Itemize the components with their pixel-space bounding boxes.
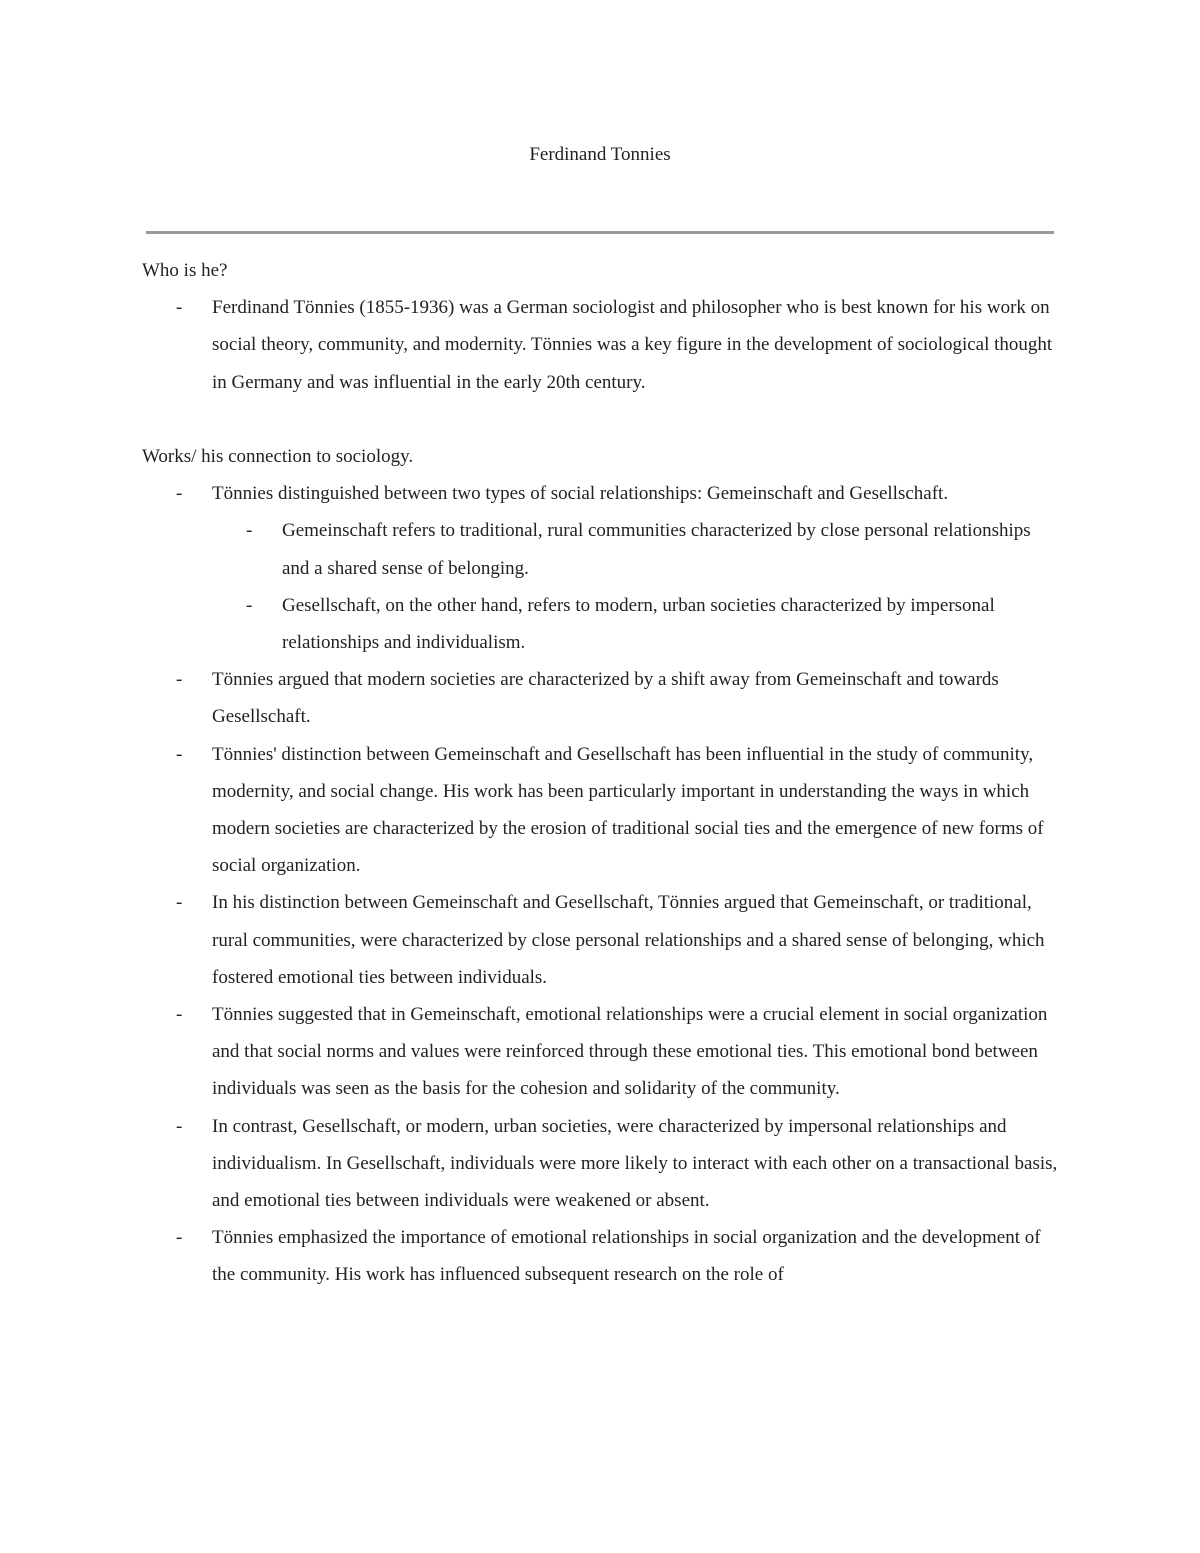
bullet-list-who-is-he: [142, 289, 1062, 401]
list-item: [142, 661, 1062, 735]
bullet-list-works: [142, 475, 1062, 1293]
list-item-text: Ferdinand Tönnies (1855-1936) was a German sociologist and philosopher who is best known for his work on social theory, community, and modernity. Tönnies was a key figure in the development of sociological thought in Germany and was influential in the early 20th century.: [212, 297, 1053, 393]
dash-bullet: -: [176, 669, 183, 691]
list-item: [142, 1219, 1062, 1293]
dash-bullet: -: [246, 520, 253, 542]
list-item-text: Tönnies distinguished between two types of social relationships: Gemeinschaft and Gesellschaft.: [212, 483, 949, 505]
list-item-text: In contrast, Gesellschaft, or modern, urban societies, were characterized by impersonal relationships and individualism. In Gesellschaft, individuals were more likely to interact with each other on a transactional basis, and emotional ties between individuals were weakened or absent.: [212, 1115, 1058, 1212]
dash-bullet: -: [176, 297, 183, 319]
list-item: [142, 1108, 1062, 1220]
list-item: [142, 475, 1062, 512]
dash-bullet: -: [176, 1227, 183, 1249]
list-item-text: Tönnies argued that modern societies are characterized by a shift away from Gemeinschaft and towards Gesellschaft.: [212, 669, 999, 728]
document-body: [142, 252, 1062, 1294]
dash-bullet: -: [176, 743, 183, 765]
document-title: Ferdinand Tonnies: [529, 144, 671, 165]
dash-bullet: -: [176, 1004, 183, 1026]
dash-bullet: -: [246, 594, 253, 616]
sub-list-item: [142, 587, 1062, 661]
list-item: [142, 289, 1062, 401]
list-item-text: Tönnies suggested that in Gemeinschaft, emotional relationships were a crucial element in social organization and that social norms and values were reinforced through these emotional ties. This emotional bond between individuals was seen as the basis for the cohesion and solidarity of the community.: [212, 1004, 1048, 1100]
sub-list-item: [142, 512, 1062, 586]
dash-bullet: -: [176, 892, 183, 914]
list-item: [142, 884, 1062, 996]
list-item-text: Gesellschaft, on the other hand, refers to modern, urban societies characterized by impersonal relationships and individualism.: [282, 594, 995, 654]
dash-bullet: -: [176, 1115, 183, 1137]
list-item-text: In his distinction between Gemeinschaft and Gesellschaft, Tönnies argued that Gemeinschaft, or traditional, rural communities, were characterized by close personal relationships and a shared sense of belonging, which fostered emotional ties between individuals.: [212, 892, 1045, 988]
list-item-text: Gemeinschaft refers to traditional, rural communities characterized by close personal relationships and a shared sense of belonging.: [282, 520, 1031, 579]
horizontal-rule: [146, 231, 1054, 234]
section-heading-who-is-he: Who is he?: [142, 260, 228, 281]
section-heading-works: Works/ his connection to sociology.: [142, 446, 414, 467]
list-item: [142, 736, 1062, 885]
paragraph-spacer: [142, 401, 1062, 438]
list-item-text: Tönnies' distinction between Gemeinschaft and Gesellschaft has been influential in the study of community, modernity, and social change. His work has been particularly important in understanding the ways in which modern societies are characterized by the erosion of traditional social ties and the emergence of new forms of social organization.: [212, 743, 1044, 877]
list-item-text: Tönnies emphasized the importance of emotional relationships in social organization and the development of the community. His work has influenced subsequent research on the role of: [212, 1227, 1041, 1286]
dash-bullet: -: [176, 483, 183, 505]
list-item: [142, 996, 1062, 1108]
